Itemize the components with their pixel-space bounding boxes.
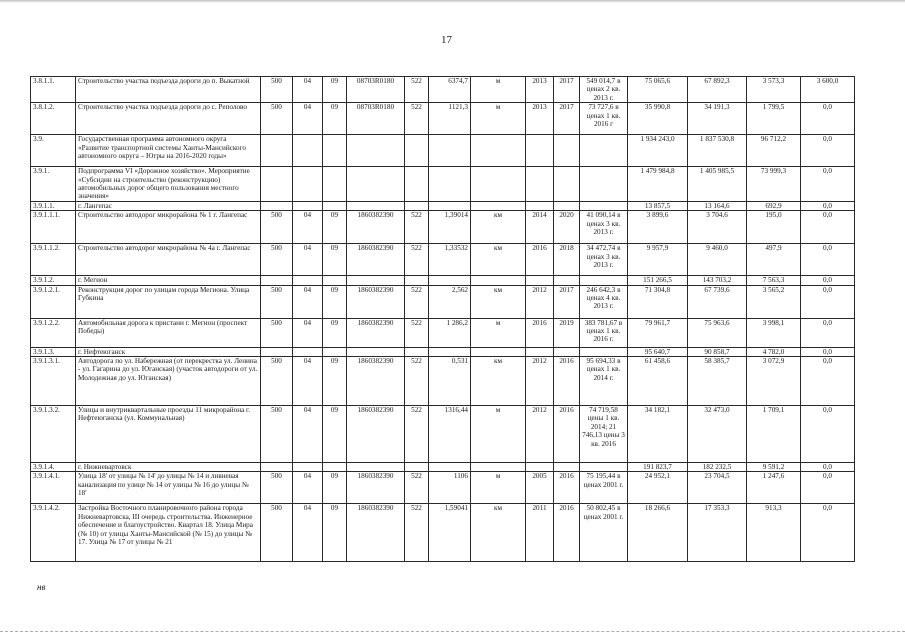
cell-y2: 2017 <box>554 77 580 103</box>
cell-y1: 2011 <box>526 504 554 562</box>
cell-v4: 0,0 <box>801 357 855 406</box>
cell-name: Улицы и внутриквартальные проезды 11 микрорайона г. Нефтеюганска (ул. Коммунальная) <box>76 406 261 463</box>
cell-y1: 2012 <box>526 285 554 318</box>
cell-y2 <box>554 276 580 285</box>
cell-code: 3.8.1.2. <box>31 103 76 135</box>
cell-y2 <box>554 463 580 472</box>
cell-c2: 04 <box>293 504 323 562</box>
cell-v2: 182 232,5 <box>688 463 747 472</box>
cell-v2: 67 892,3 <box>688 77 747 103</box>
cell-v4: 0,0 <box>801 167 855 202</box>
cell-v3: 497,9 <box>747 244 801 276</box>
cell-y2: 2016 <box>554 357 580 406</box>
cell-c1: 500 <box>261 103 293 135</box>
cell-v1: 3 899,6 <box>628 211 688 244</box>
cell-code: 3.9.1.3. <box>31 347 76 356</box>
cell-c2: 04 <box>293 472 323 504</box>
cell-v1: 9 957,9 <box>628 244 688 276</box>
cell-name: Государственная программа автономного округа «Развитие транспортной системы Ханты-Мансийского автономного округа – Югры на 2016-2020 годы» <box>76 135 261 167</box>
cell-name: г. Лангепас <box>76 201 261 210</box>
cell-c6: 1 286,2 <box>429 318 471 347</box>
cell-v3: 3 072,9 <box>747 357 801 406</box>
cell-c5: 522 <box>405 357 429 406</box>
cell-c5: 522 <box>405 504 429 562</box>
cell-code: 3.9. <box>31 135 76 167</box>
cell-c6 <box>429 201 471 210</box>
cell-y2 <box>554 135 580 167</box>
cell-c1: 500 <box>261 244 293 276</box>
cell-unit: км <box>471 285 526 318</box>
table-row <box>31 135 855 167</box>
cell-c2: 04 <box>293 357 323 406</box>
cell-name: Строительство автодорог микрорайона № 1 г. Лангепас <box>76 211 261 244</box>
cell-c6: 2,562 <box>429 285 471 318</box>
cell-c1: 500 <box>261 318 293 347</box>
cell-y1 <box>526 201 554 210</box>
table-row <box>31 244 855 276</box>
cell-c4 <box>347 135 405 167</box>
cell-cost <box>580 135 628 167</box>
cell-v4: 0,0 <box>801 285 855 318</box>
cell-c5: 522 <box>405 77 429 103</box>
cell-y2: 2016 <box>554 406 580 463</box>
cell-v1: 95 640,7 <box>628 347 688 356</box>
cell-v3: 3 998,1 <box>747 318 801 347</box>
cell-v1: 191 823,7 <box>628 463 688 472</box>
cell-c6: 1316,44 <box>429 406 471 463</box>
cell-v3: 4 782,0 <box>747 347 801 356</box>
cell-c2 <box>293 276 323 285</box>
cell-c3: 09 <box>323 472 347 504</box>
cell-name: Строительство участка подъезда дороги до с. Реполово <box>76 103 261 135</box>
cell-v4: 0,0 <box>801 347 855 356</box>
cell-name: Автомобильная дорога к пристани г. Мегион (проспект Победы) <box>76 318 261 347</box>
cell-unit: км <box>471 244 526 276</box>
cell-name: Строительство участка подъезда дороги до п. Выкатной <box>76 77 261 103</box>
cell-c2: 04 <box>293 211 323 244</box>
cell-y1 <box>526 135 554 167</box>
table-row <box>31 285 855 318</box>
cell-c6 <box>429 347 471 356</box>
cell-unit: м <box>471 406 526 463</box>
cell-v3: 96 712,2 <box>747 135 801 167</box>
table-row <box>31 347 855 356</box>
cell-v3: 692,9 <box>747 201 801 210</box>
cell-c1: 500 <box>261 77 293 103</box>
cell-c4: 1860382390 <box>347 357 405 406</box>
cell-code: 3.9.1.4.1. <box>31 472 76 504</box>
cell-c3: 09 <box>323 211 347 244</box>
cell-name: Реконструкция дорог по улицам города Мегиона. Улица Губкина <box>76 285 261 318</box>
cell-c1 <box>261 276 293 285</box>
cell-unit <box>471 276 526 285</box>
cell-c1: 500 <box>261 472 293 504</box>
cell-name: г. Мегион <box>76 276 261 285</box>
cell-cost <box>580 201 628 210</box>
cell-c1 <box>261 347 293 356</box>
cell-v2: 143 703,2 <box>688 276 747 285</box>
cell-c3: 09 <box>323 318 347 347</box>
cell-v3: 1 799,5 <box>747 103 801 135</box>
cell-c6: 1106 <box>429 472 471 504</box>
cell-v2: 3 704,6 <box>688 211 747 244</box>
cell-v2: 67 739,6 <box>688 285 747 318</box>
cell-c3 <box>323 276 347 285</box>
scan-top-edge <box>0 0 905 3</box>
cell-c3: 09 <box>323 406 347 463</box>
cell-v4: 0,0 <box>801 318 855 347</box>
table-row <box>31 504 855 562</box>
cell-c3: 09 <box>323 244 347 276</box>
cell-y1 <box>526 347 554 356</box>
cell-v1: 35 990,8 <box>628 103 688 135</box>
table-row <box>31 77 855 103</box>
cell-cost <box>580 167 628 202</box>
table-row <box>31 406 855 463</box>
cell-c5: 522 <box>405 318 429 347</box>
cell-y2 <box>554 347 580 356</box>
cell-c5: 522 <box>405 244 429 276</box>
cell-y1: 2012 <box>526 357 554 406</box>
cell-v1: 75 065,6 <box>628 77 688 103</box>
cell-v3: 913,3 <box>747 504 801 562</box>
cell-c2 <box>293 135 323 167</box>
table-row <box>31 463 855 472</box>
cell-unit: м <box>471 103 526 135</box>
cell-c3: 09 <box>323 504 347 562</box>
cell-v1: 61 458,6 <box>628 357 688 406</box>
cell-v2: 75 963,6 <box>688 318 747 347</box>
cell-name: Застройка Восточного планировочного района города Нижневартовска, III очередь строительства. Инженерное обеспечение и благоустройство. Квартал 18. Улица Мира (№ 10) от улицы Ханты-Мансийской (№ 15) до улицы № 17. Улица № 17 от улицы № 21 <box>76 504 261 562</box>
cell-v1: 1 479 984,8 <box>628 167 688 202</box>
cell-c3 <box>323 463 347 472</box>
cell-c1: 500 <box>261 504 293 562</box>
cell-cost: 75 195,44 в ценах 2001 г. <box>580 472 628 504</box>
cell-unit: м <box>471 472 526 504</box>
cell-v3: 3 573,3 <box>747 77 801 103</box>
cell-code: 3.8.1.1. <box>31 77 76 103</box>
table-row <box>31 201 855 210</box>
cell-y2: 2017 <box>554 285 580 318</box>
cell-c6: 6374,7 <box>429 77 471 103</box>
cell-v4: 0,0 <box>801 406 855 463</box>
cell-c3: 09 <box>323 285 347 318</box>
cell-v1: 71 304,8 <box>628 285 688 318</box>
cell-c2: 04 <box>293 318 323 347</box>
cell-v2: 1 405 985,5 <box>688 167 747 202</box>
cell-c3 <box>323 347 347 356</box>
cell-c4 <box>347 347 405 356</box>
cell-v3: 9 591,2 <box>747 463 801 472</box>
cell-code: 3.9.1. <box>31 167 76 202</box>
cell-cost: 549 014,7 в ценах 2 кв. 2013 г. <box>580 77 628 103</box>
cell-v4: 0,0 <box>801 472 855 504</box>
cell-cost: 74 719,58 цены 1 кв. 2014; 21 746,13 цены 3 кв. 2016 <box>580 406 628 463</box>
cell-v4: 0,0 <box>801 103 855 135</box>
footer-mark: нв <box>37 582 46 592</box>
table-row <box>31 103 855 135</box>
cell-unit: км <box>471 211 526 244</box>
cell-c4 <box>347 167 405 202</box>
cell-c6: 0,531 <box>429 357 471 406</box>
cell-y2: 2019 <box>554 318 580 347</box>
cell-v4: 0,0 <box>801 244 855 276</box>
cell-unit <box>471 135 526 167</box>
cell-c5: 522 <box>405 211 429 244</box>
cell-c1 <box>261 167 293 202</box>
cell-c1: 500 <box>261 357 293 406</box>
cell-unit <box>471 347 526 356</box>
cell-unit: м <box>471 77 526 103</box>
cell-c1 <box>261 201 293 210</box>
cell-c3: 09 <box>323 103 347 135</box>
cell-v4: 3 600,0 <box>801 77 855 103</box>
table-row <box>31 211 855 244</box>
cell-c5 <box>405 347 429 356</box>
cell-c4 <box>347 463 405 472</box>
cell-c5: 522 <box>405 285 429 318</box>
table-row <box>31 472 855 504</box>
cell-unit <box>471 201 526 210</box>
cell-code: 3.9.1.1.2. <box>31 244 76 276</box>
cell-c5: 522 <box>405 103 429 135</box>
cell-c1: 500 <box>261 285 293 318</box>
cell-c2 <box>293 201 323 210</box>
cell-y1 <box>526 463 554 472</box>
cell-v1: 13 857,5 <box>628 201 688 210</box>
cell-c6: 1,39014 <box>429 211 471 244</box>
cell-c4: 08703R0180 <box>347 103 405 135</box>
table-row <box>31 357 855 406</box>
cell-y1: 2014 <box>526 211 554 244</box>
table-row <box>31 276 855 285</box>
cell-unit: м <box>471 318 526 347</box>
cell-v3: 73 999,3 <box>747 167 801 202</box>
cell-unit <box>471 463 526 472</box>
cell-name: Строительство автодорог микрорайона № 4а г. Лангепас <box>76 244 261 276</box>
cell-c4: 1860382390 <box>347 318 405 347</box>
cell-c4: 1860382390 <box>347 244 405 276</box>
cell-c4: 1860382390 <box>347 406 405 463</box>
cell-c1: 500 <box>261 406 293 463</box>
cell-code: 3.9.1.2.1. <box>31 285 76 318</box>
cell-v2: 1 837 530,8 <box>688 135 747 167</box>
cell-c1 <box>261 135 293 167</box>
cell-v4: 0,0 <box>801 211 855 244</box>
cell-v2: 90 858,7 <box>688 347 747 356</box>
cell-code: 3.9.1.1.1. <box>31 211 76 244</box>
cell-c3 <box>323 135 347 167</box>
cell-y2: 2020 <box>554 211 580 244</box>
cell-c1 <box>261 463 293 472</box>
cell-code: 3.9.1.2. <box>31 276 76 285</box>
page-number: 17 <box>441 34 452 46</box>
cell-y2: 2016 <box>554 472 580 504</box>
cell-code: 3.9.1.4.2. <box>31 504 76 562</box>
cell-c5 <box>405 276 429 285</box>
cell-v3: 1 247,6 <box>747 472 801 504</box>
cell-c5 <box>405 201 429 210</box>
cell-y2: 2017 <box>554 103 580 135</box>
cell-cost: 95 694,33 в ценах 1 кв. 2014 г. <box>580 357 628 406</box>
cell-v2: 9 460,0 <box>688 244 747 276</box>
cell-v1: 79 961,7 <box>628 318 688 347</box>
cell-code: 3.9.1.4. <box>31 463 76 472</box>
cell-c4: 1860382390 <box>347 285 405 318</box>
budget-table <box>30 76 855 562</box>
cell-v2: 34 191,3 <box>688 103 747 135</box>
cell-code: 3.9.1.1. <box>31 201 76 210</box>
cell-c4 <box>347 276 405 285</box>
cell-y1 <box>526 167 554 202</box>
cell-code: 3.9.1.3.1. <box>31 357 76 406</box>
cell-v3: 3 565,2 <box>747 285 801 318</box>
cell-c6 <box>429 167 471 202</box>
cell-c6: 1121,3 <box>429 103 471 135</box>
cell-cost: 50 802,45 в ценах 2001 г. <box>580 504 628 562</box>
cell-y1: 2013 <box>526 77 554 103</box>
cell-c6 <box>429 463 471 472</box>
cell-name: г. Нефтеюганск <box>76 347 261 356</box>
cell-v1: 18 266,6 <box>628 504 688 562</box>
cell-c4: 1860382390 <box>347 211 405 244</box>
cell-c4 <box>347 201 405 210</box>
cell-v1: 151 266,5 <box>628 276 688 285</box>
cell-c5: 522 <box>405 406 429 463</box>
cell-c2: 04 <box>293 285 323 318</box>
cell-cost: 383 781,67 в ценах 1 кв. 2016 г. <box>580 318 628 347</box>
cell-unit: км <box>471 504 526 562</box>
table-row <box>31 318 855 347</box>
cell-code: 3.9.1.2.2. <box>31 318 76 347</box>
cell-c5: 522 <box>405 472 429 504</box>
cell-cost: 34 472,74 в ценах 3 кв. 2013 г. <box>580 244 628 276</box>
cell-v4: 0,0 <box>801 135 855 167</box>
cell-c2: 04 <box>293 77 323 103</box>
cell-y1: 2013 <box>526 103 554 135</box>
cell-y2 <box>554 201 580 210</box>
cell-c1: 500 <box>261 211 293 244</box>
cell-c5 <box>405 135 429 167</box>
cell-c2: 04 <box>293 406 323 463</box>
cell-c5 <box>405 167 429 202</box>
cell-code: 3.9.1.3.2. <box>31 406 76 463</box>
cell-v4: 0,0 <box>801 504 855 562</box>
cell-v2: 58 385,7 <box>688 357 747 406</box>
cell-cost <box>580 347 628 356</box>
cell-c4: 1860382390 <box>347 504 405 562</box>
cell-unit: км <box>471 357 526 406</box>
cell-c6 <box>429 135 471 167</box>
cell-y1: 2012 <box>526 406 554 463</box>
cell-v2: 23 704,5 <box>688 472 747 504</box>
cell-v1: 24 952,1 <box>628 472 688 504</box>
cell-c4: 1860382390 <box>347 472 405 504</box>
cell-c3 <box>323 167 347 202</box>
cell-y1: 2016 <box>526 318 554 347</box>
cell-c2: 04 <box>293 244 323 276</box>
cell-y1: 2016 <box>526 244 554 276</box>
cell-c6: 1,33532 <box>429 244 471 276</box>
cell-c2 <box>293 463 323 472</box>
cell-v3: 195,0 <box>747 211 801 244</box>
scan-bottom-edge <box>0 631 905 634</box>
cell-c2 <box>293 167 323 202</box>
cell-v4: 0,0 <box>801 201 855 210</box>
cell-c2 <box>293 347 323 356</box>
cell-cost <box>580 463 628 472</box>
cell-c3: 09 <box>323 77 347 103</box>
cell-unit <box>471 167 526 202</box>
cell-name: Улица 18' от улицы № 14' до улицы № 14 и ливневая канализация по улице № 14 от улицы № 16 до улицы № 18' <box>76 472 261 504</box>
cell-v3: 7 563,3 <box>747 276 801 285</box>
cell-y2: 2016 <box>554 504 580 562</box>
table-row <box>31 167 855 202</box>
cell-cost: 73 727,6 в ценах 1 кв. 2016 г <box>580 103 628 135</box>
cell-name: Автодорога по ул. Набережная (от перекрестка ул. Ленина - ул. Гагарина до ул. Юганская) (участок автодороги от ул. Молодежная до ул. Юганская) <box>76 357 261 406</box>
cell-cost: 246 642,3 в ценах 4 кв. 2013 г. <box>580 285 628 318</box>
cell-c6 <box>429 276 471 285</box>
cell-v2: 17 353,3 <box>688 504 747 562</box>
cell-v2: 32 473,0 <box>688 406 747 463</box>
cell-name: Подпрограмма VI «Дорожное хозяйство». Мероприятие «Субсидии на строительство (реконструкцию) автомобильных дорог общего пользования местного значения» <box>76 167 261 202</box>
cell-c3 <box>323 201 347 210</box>
cell-y2: 2018 <box>554 244 580 276</box>
cell-cost <box>580 276 628 285</box>
cell-name: г. Нижневартовск <box>76 463 261 472</box>
cell-v4: 0,0 <box>801 276 855 285</box>
cell-v1: 1 934 243,0 <box>628 135 688 167</box>
cell-v1: 34 182,1 <box>628 406 688 463</box>
cell-v3: 1 709,1 <box>747 406 801 463</box>
cell-cost: 41 090,14 в ценах 3 кв. 2013 г. <box>580 211 628 244</box>
cell-c4: 08703R0180 <box>347 77 405 103</box>
cell-c3: 09 <box>323 357 347 406</box>
cell-y1 <box>526 276 554 285</box>
cell-y2 <box>554 167 580 202</box>
cell-v4: 0,0 <box>801 463 855 472</box>
cell-c6: 1,59041 <box>429 504 471 562</box>
cell-v2: 13 164,6 <box>688 201 747 210</box>
cell-c5 <box>405 463 429 472</box>
cell-y1: 2005 <box>526 472 554 504</box>
cell-c2: 04 <box>293 103 323 135</box>
